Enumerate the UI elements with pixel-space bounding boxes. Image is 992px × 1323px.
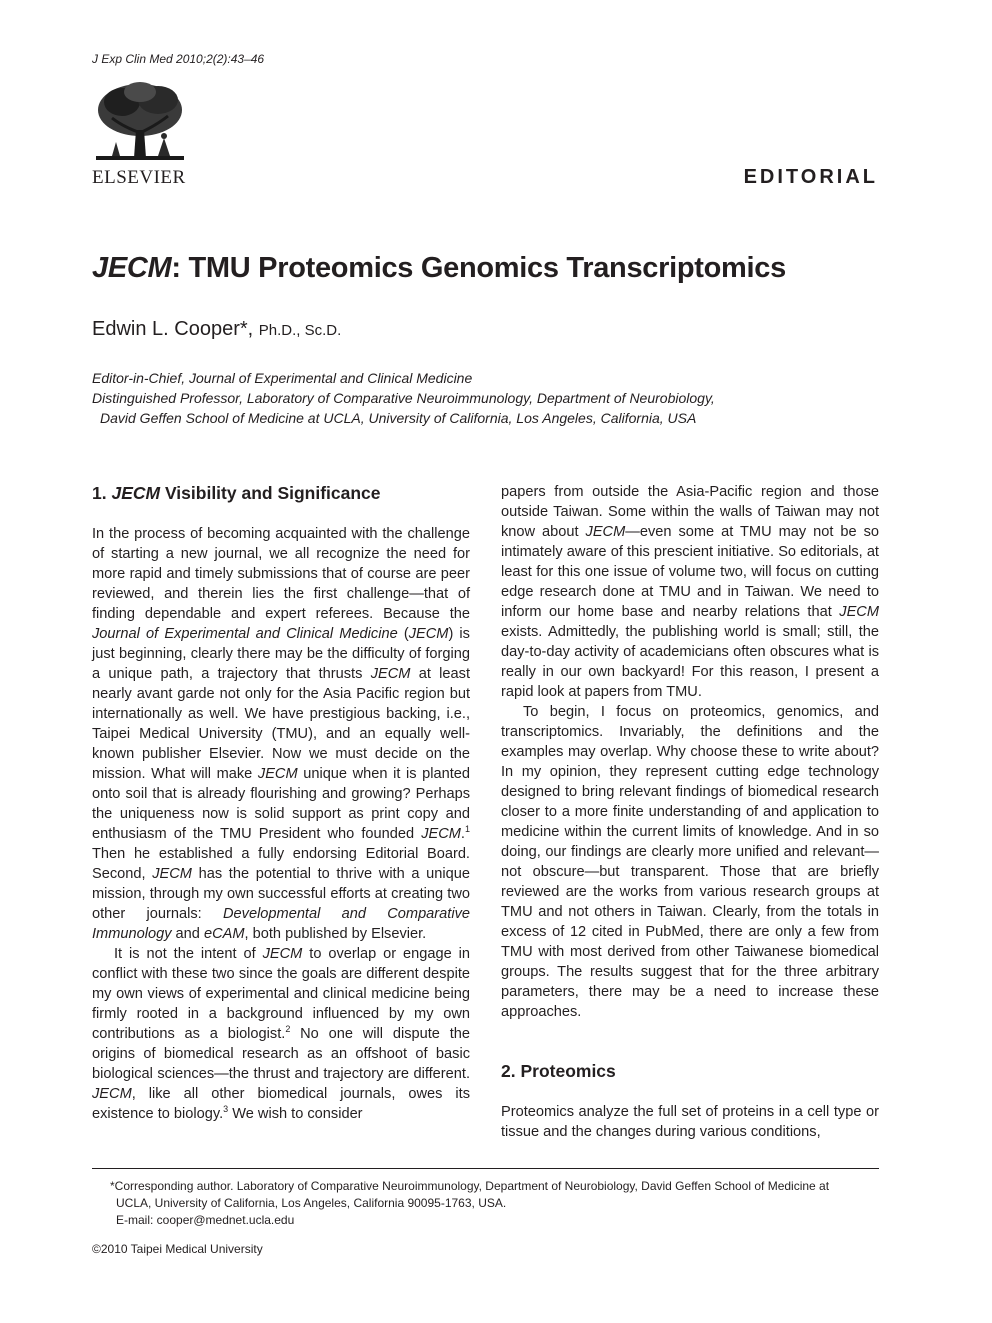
text-run-italic: Journal of Experimental and Clinical Medicine xyxy=(92,626,398,642)
text-run: to overlap or engage in conflict with these two since the goals are different despite my own views of experimental and clinical medicine being firmly rooted in a background influenced by my own contributions as a biologist. xyxy=(92,946,470,1042)
text-run: unique when it is planted onto soil that is already flourishing and growing? Perhaps the uniqueness now is solid support as print copy and enthusiasm of the TMU President who founded xyxy=(92,766,470,842)
reference-superscript: 3 xyxy=(223,1104,229,1115)
text-run-italic: eCAM xyxy=(203,926,245,942)
text-run-italic: JECM xyxy=(262,946,303,962)
text-run: papers from outside the Asia-Pacific region and those outside Taiwan. Some within the walls of Taiwan may not know about xyxy=(501,484,879,540)
text-run-italic: JECM xyxy=(92,1086,132,1102)
section-heading-1 xyxy=(92,482,470,504)
text-run-italic: JECM xyxy=(585,524,626,540)
reference-superscript: 1 xyxy=(464,824,470,835)
text-run: and xyxy=(171,926,204,942)
footnote-divider xyxy=(92,1168,879,1169)
title-text: : TMU Proteomics Genomics Transcriptomics xyxy=(171,252,786,284)
affiliation-line: David Geffen School of Medicine at UCLA, University of California, Los Angeles, California, USA xyxy=(100,410,697,426)
journal-citation xyxy=(92,52,264,66)
text-run: at least nearly avant garde not only for the Asia Pacific region but internationally as well. We have prestigious backing, i.e., Taipei Medical University (TMU), and an equally well-known publisher Elsevier. Now we must decide on the mission. What will make xyxy=(92,666,470,782)
article-title xyxy=(92,252,786,285)
section-heading-italic: JECM xyxy=(111,483,161,503)
author-degrees: Ph.D., Sc.D. xyxy=(258,322,342,339)
text-run: No one will dispute the origins of biomedical research as an offshoot of basic biological sciences—the thrust and trajectory are different. xyxy=(92,1026,470,1082)
paragraph xyxy=(92,524,470,944)
text-run-italic: Developmental and Comparative Immunology xyxy=(92,906,470,942)
text-run-italic: JECM xyxy=(257,766,298,782)
elsevier-tree-icon xyxy=(92,80,188,166)
paragraph xyxy=(92,944,470,1124)
section-gap xyxy=(501,1022,879,1060)
paragraph xyxy=(501,482,879,702)
affiliation-line: Distinguished Professor, Laboratory of Comparative Neuroimmunology, Department of Neurobiology, xyxy=(92,390,715,406)
body-column-right xyxy=(501,482,879,1142)
footnote-email: E-mail: cooper@mednet.ucla.edu xyxy=(116,1213,295,1227)
text-run: Then he established a fully endorsing Editorial Board. Second, xyxy=(92,846,470,882)
text-run: In the process of becoming acquainted with the challenge of starting a new journal, we all recognize the need for more rapid and timely submissions that of course are peer reviewed, and therein lies the first challenge—that of finding dependable and expert referees. Because the xyxy=(92,526,470,622)
section-heading-2: 2. Proteomics xyxy=(501,1061,616,1081)
text-run: —even some at TMU may not be so intimately aware of this prescient initiative. So editorials, at least for this one issue of volume two, will focus on cutting edge research done at TMU and in Taiwan. We need to inform our home base and nearby relations that xyxy=(501,524,879,620)
text-run: We wish to consider xyxy=(228,1106,363,1122)
author-line xyxy=(92,318,341,341)
affiliation-line: Editor-in-Chief, Journal of Experimental and Clinical Medicine xyxy=(92,370,473,386)
text-run-italic: JECM xyxy=(152,866,192,882)
affiliations xyxy=(92,368,715,428)
reference-superscript: 2 xyxy=(285,1024,291,1035)
text-run-italic: JECM xyxy=(839,604,879,620)
copyright-notice: ©2010 Taipei Medical University xyxy=(92,1242,263,1256)
body-column-left xyxy=(92,482,470,1124)
section-heading-text: Visibility and Significance xyxy=(160,483,381,503)
paragraph: Proteomics analyze the full set of proteins in a cell type or tissue and the changes during various conditions, xyxy=(501,1104,879,1140)
text-run: , both published by Elsevier. xyxy=(244,926,427,942)
text-run: exists. Admittedly, the publishing world is small; still, the day-to-day activity of academicians often obscures what is really in our own backyard! For this reason, I present a rapid look at papers from TMU. xyxy=(501,624,879,700)
text-run: . xyxy=(460,826,465,842)
author-name: Edwin L. Cooper*, xyxy=(92,318,259,340)
text-run-italic: JECM xyxy=(408,626,449,642)
footnote-line: *Corresponding author. Laboratory of Comparative Neuroimmunology, Department of Neurobiology, David Geffen School of Medicine at xyxy=(110,1179,830,1193)
footnote-line: UCLA, University of California, Los Angeles, California 90095-1763, USA. xyxy=(116,1196,507,1210)
text-run-italic: JECM xyxy=(421,826,461,842)
citation-volume: 2010;2(2):43–46 xyxy=(172,52,265,66)
logo-wordmark: ELSEVIER xyxy=(92,167,186,188)
text-run-italic: JECM xyxy=(370,666,411,682)
text-run: It is not the intent of xyxy=(114,946,263,962)
section-label: EDITORIAL xyxy=(743,166,878,188)
section-number: 1. xyxy=(92,483,112,503)
journal-abbrev: J Exp Clin Med xyxy=(92,52,173,66)
text-run: ) is just beginning, clearly there may be the difficulty of forging a unique path, a trajectory that thrusts xyxy=(92,626,470,682)
title-journal-abbrev: JECM xyxy=(92,252,172,284)
text-run: , like all other biomedical journals, owes its existence to biology. xyxy=(92,1086,470,1122)
text-run: ( xyxy=(397,626,409,642)
footnote xyxy=(92,1178,879,1229)
text-run: has the potential to thrive with a unique mission, through my own successful efforts at creating two other journals: xyxy=(92,866,470,922)
elsevier-logo xyxy=(92,80,190,189)
paragraph: To begin, I focus on proteomics, genomics, and transcriptomics. Invariably, the definitions and the examples may overlap. Why choose these to write about? In my opinion, they represent cutting edge technology designed to bring relevant findings of biomedical research closer to a more finite understanding of and application to medicine within the current limits of knowledge. And in so doing, our findings are clearly more unified and relevant—not obscure—but transparent. Those that are briefly reviewed are the works from various research groups at TMU and not others in Taiwan. Clearly, from the totals in excess of 12 cited in PubMed, there are only a few from TMU with most derived from other Taiwanese biomedical groups. The results suggest that for the three arbitrary parameters, there may be a need to increase these approaches. xyxy=(501,704,879,1020)
